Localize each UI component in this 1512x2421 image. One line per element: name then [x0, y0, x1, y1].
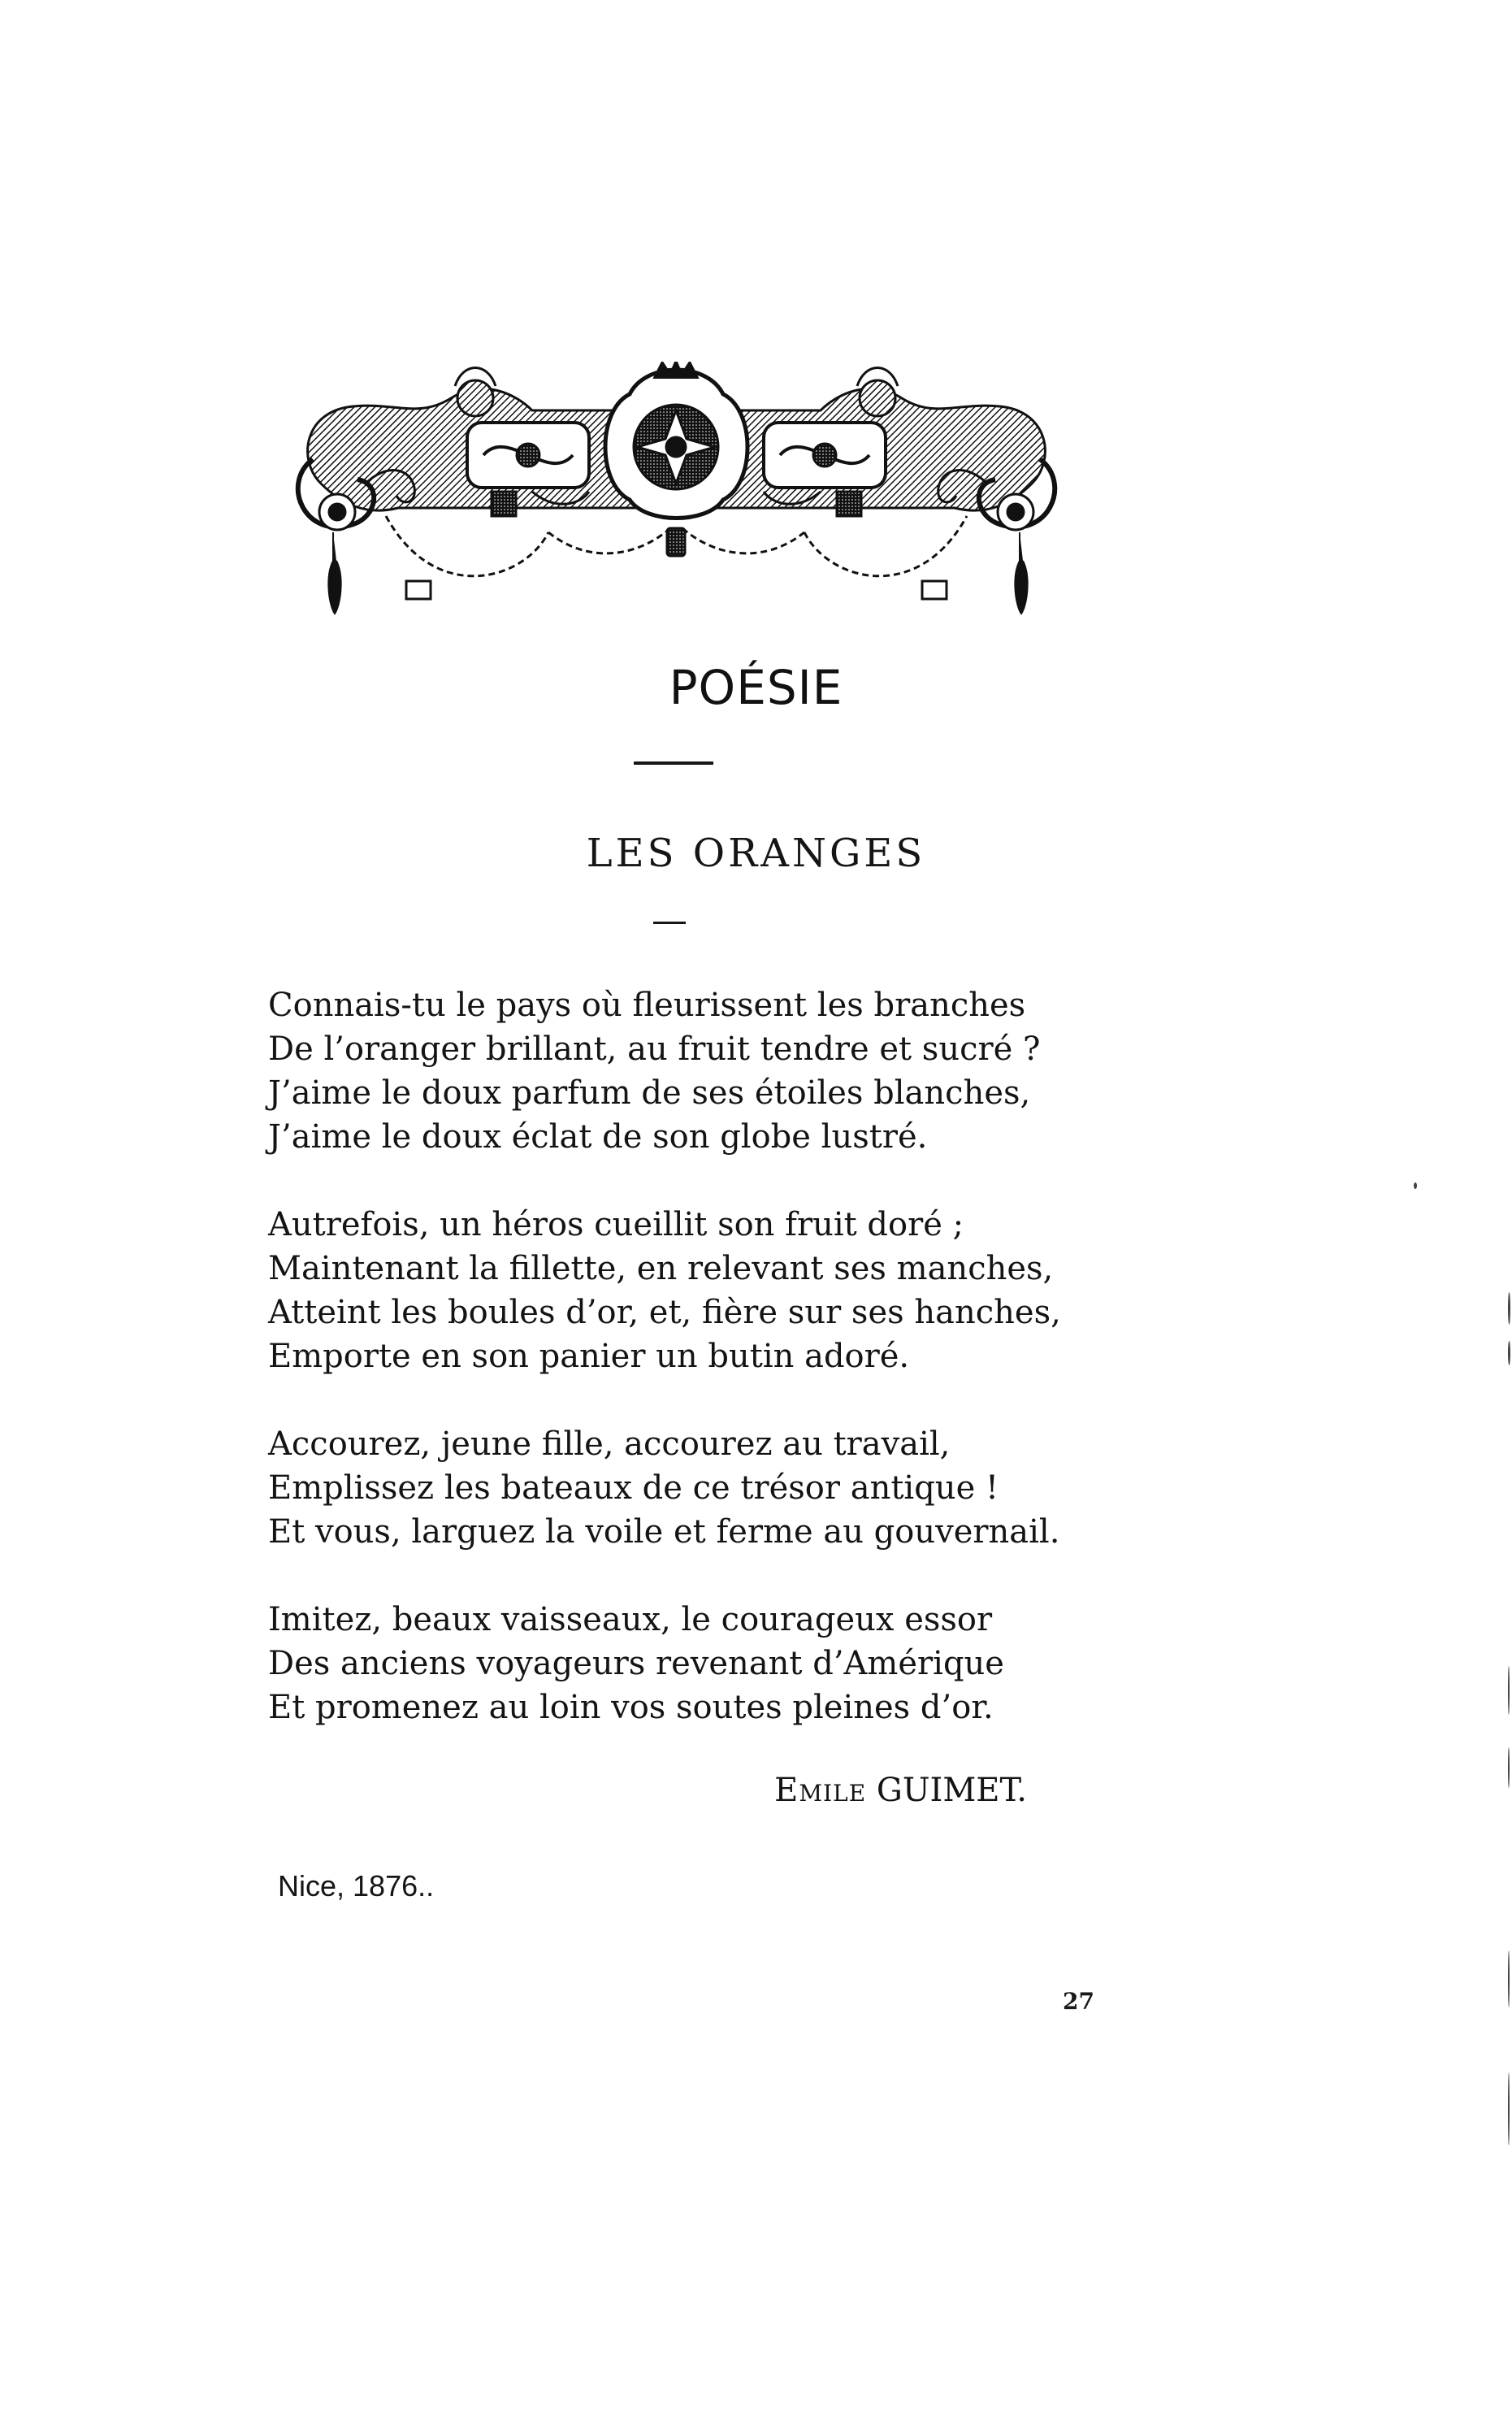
scan-speck	[1508, 1292, 1510, 1325]
baroque-ornament-icon	[288, 362, 1064, 622]
poem-line: Et vous, larguez la voile et ferme au gouvernail.	[268, 1513, 1060, 1551]
author-signature	[774, 1772, 1027, 1809]
scan-speck	[1508, 2072, 1510, 2145]
poem-stanza-3	[268, 1422, 1059, 1554]
poem-line: Connais-tu le pays où fleurissent les branches	[268, 987, 1026, 1024]
poem-line: Emporte en son panier un butin adoré.	[268, 1338, 910, 1375]
scan-speck	[1508, 1747, 1510, 1788]
poem-line: Imitez, beaux vaisseaux, le courageux essor	[268, 1601, 993, 1638]
place-date: Nice, 1876..	[278, 1869, 435, 1903]
page-number: 27	[1063, 1988, 1094, 2015]
scan-speck	[1508, 1341, 1510, 1365]
section-title: POÉSIE	[669, 660, 843, 715]
poem-line: J’aime le doux éclat de son globe lustré.	[268, 1118, 928, 1156]
poem-stanza-2	[268, 1203, 1061, 1378]
author-given-name: Emile	[774, 1772, 867, 1809]
poem-stanza-4	[268, 1598, 1004, 1729]
poem-title: LES ORANGES	[586, 831, 926, 876]
poem-stanza-1	[268, 983, 1040, 1159]
poem-line: Emplissez les bateaux de ce trésor antique !	[268, 1469, 999, 1507]
scan-speck	[1508, 1950, 1510, 2007]
poem-line: Atteint les boules d’or, et, fière sur ses hanches,	[268, 1294, 1061, 1331]
scan-speck	[1508, 1666, 1510, 1715]
poem-line: De l’oranger brillant, au fruit tendre et sucré ?	[268, 1030, 1041, 1068]
poem-line: Et promenez au loin vos soutes pleines d’or.	[268, 1689, 994, 1726]
subtitle-divider	[653, 922, 686, 924]
title-divider	[634, 761, 713, 765]
poem-line: Accourez, jeune fille, accourez au travail,	[268, 1425, 951, 1463]
scan-speck	[1414, 1182, 1417, 1189]
poem-line: Autrefois, un héros cueillit son fruit doré ;	[268, 1206, 964, 1243]
poem-line: J’aime le doux parfum de ses étoiles blanches,	[268, 1074, 1031, 1112]
author-family-name: GUIMET.	[876, 1772, 1027, 1809]
poem-line: Maintenant la fillette, en relevant ses manches,	[268, 1250, 1054, 1287]
poem-line: Des anciens voyageurs revenant d’Amérique	[268, 1645, 1004, 1682]
